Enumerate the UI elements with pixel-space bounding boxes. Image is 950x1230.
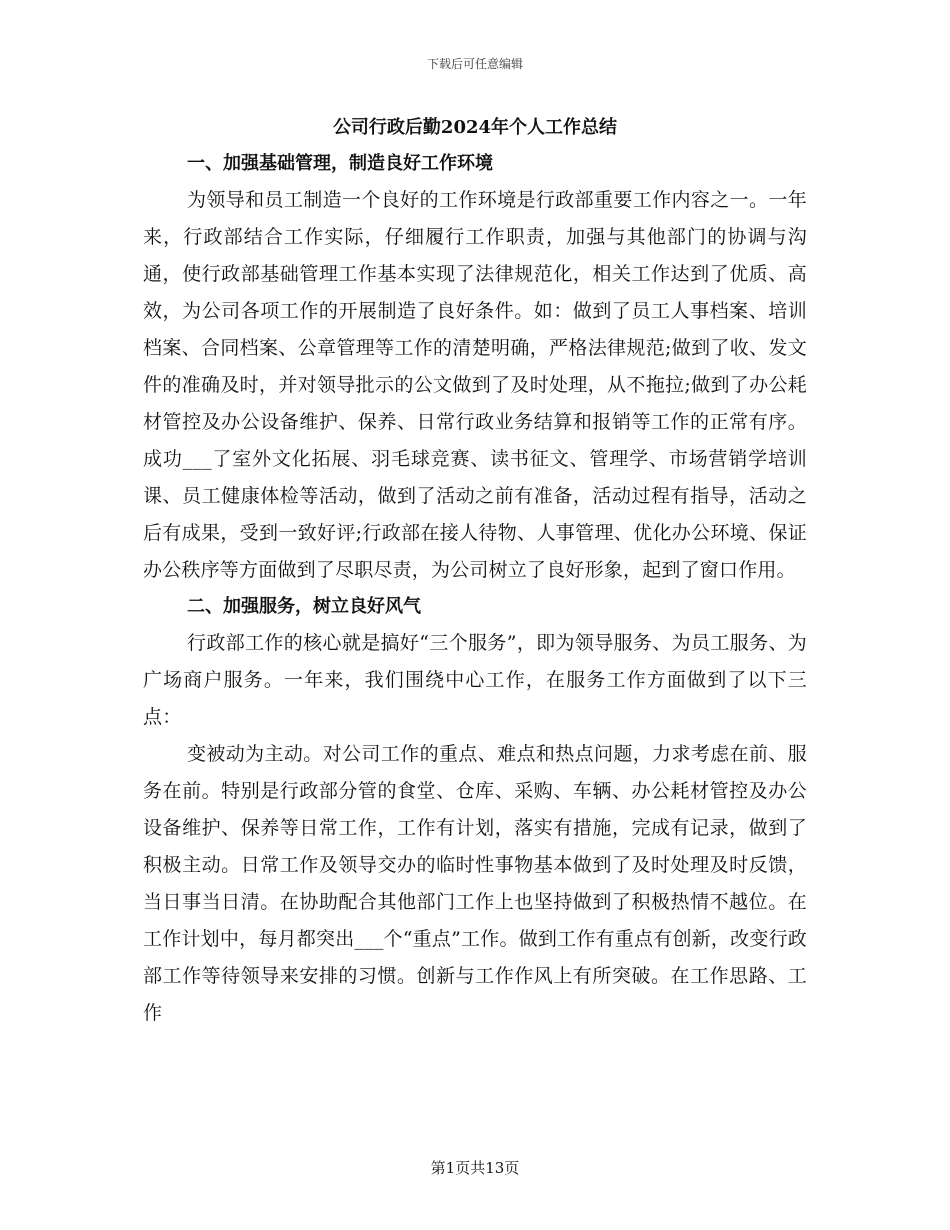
section-2-heading: 二、加强服务，树立良好风气 xyxy=(187,596,421,617)
header-note: 下载后可任意编辑 xyxy=(426,57,523,71)
section-1-heading: 一、加强基础管理，制造良好工作环境 xyxy=(187,153,493,174)
page-indicator: 第1页共13页 xyxy=(430,1159,520,1177)
section-2-paragraph-1: 行政部工作的核心就是搞好“三个服务”，即为领导服务、为员工服务、为广场商户服务。一年来，我们围绕中心工作，在服务工作方面做到了以下三点： xyxy=(143,632,807,728)
document-title: 公司行政后勤2024年个人工作总结 xyxy=(332,117,618,138)
section-1-paragraph-1: 为领导和员工制造一个良好的工作环境是行政部重要工作内容之一。一年来，行政部结合工作实际，仔细履行工作职责，加强与其他部门的协调与沟通，使行政部基础管理工作基本实现了法律规范化，相关工作达到了优质、高效，为公司各项工作的开展制造了良好条件。如：做到了员工人事档案、培训档案、合同档案、公章管理等工作的清楚明确，严格法律规范;做到了收、发文件的准确及时，并对领导批示的公文做到了及时处理，从不拖拉;做到了办公耗材管控及办公设备维护、保养、日常行政业务结算和报销等工作的正常有序。成功___了室外文化拓展、羽毛球竞赛、读书征文、管理学、市场营销学培训课、员工健康体检等活动，做到了活动之前有准备，活动过程有指导，活动之后有成果，受到一致好评;行政部在接人待物、人事管理、优化办公环境、保证办公秩序等方面做到了尽职尽责，为公司树立了良好形象，起到了窗口作用。 xyxy=(143,189,807,581)
section-2-paragraph-2: 变被动为主动。对公司工作的重点、难点和热点问题，力求考虑在前、服务在前。特别是行政部分管的食堂、仓库、采购、车辆、办公耗材管控及办公设备维护、保养等日常工作，工作有计划，落实有措施，完成有记录，做到了积极主动。日常工作及领导交办的临时性事物基本做到了及时处理及时反馈，当日事当日清。在协助配合其他部门工作上也坚持做到了积极热情不越位。在工作计划中，每月都突出___个“重点”工作。做到工作有重点有创新，改变行政部工作等待领导来安排的习惯。创新与工作作风上有所突破。在工作思路、工作 xyxy=(143,743,807,1024)
document-body xyxy=(143,110,807,1032)
